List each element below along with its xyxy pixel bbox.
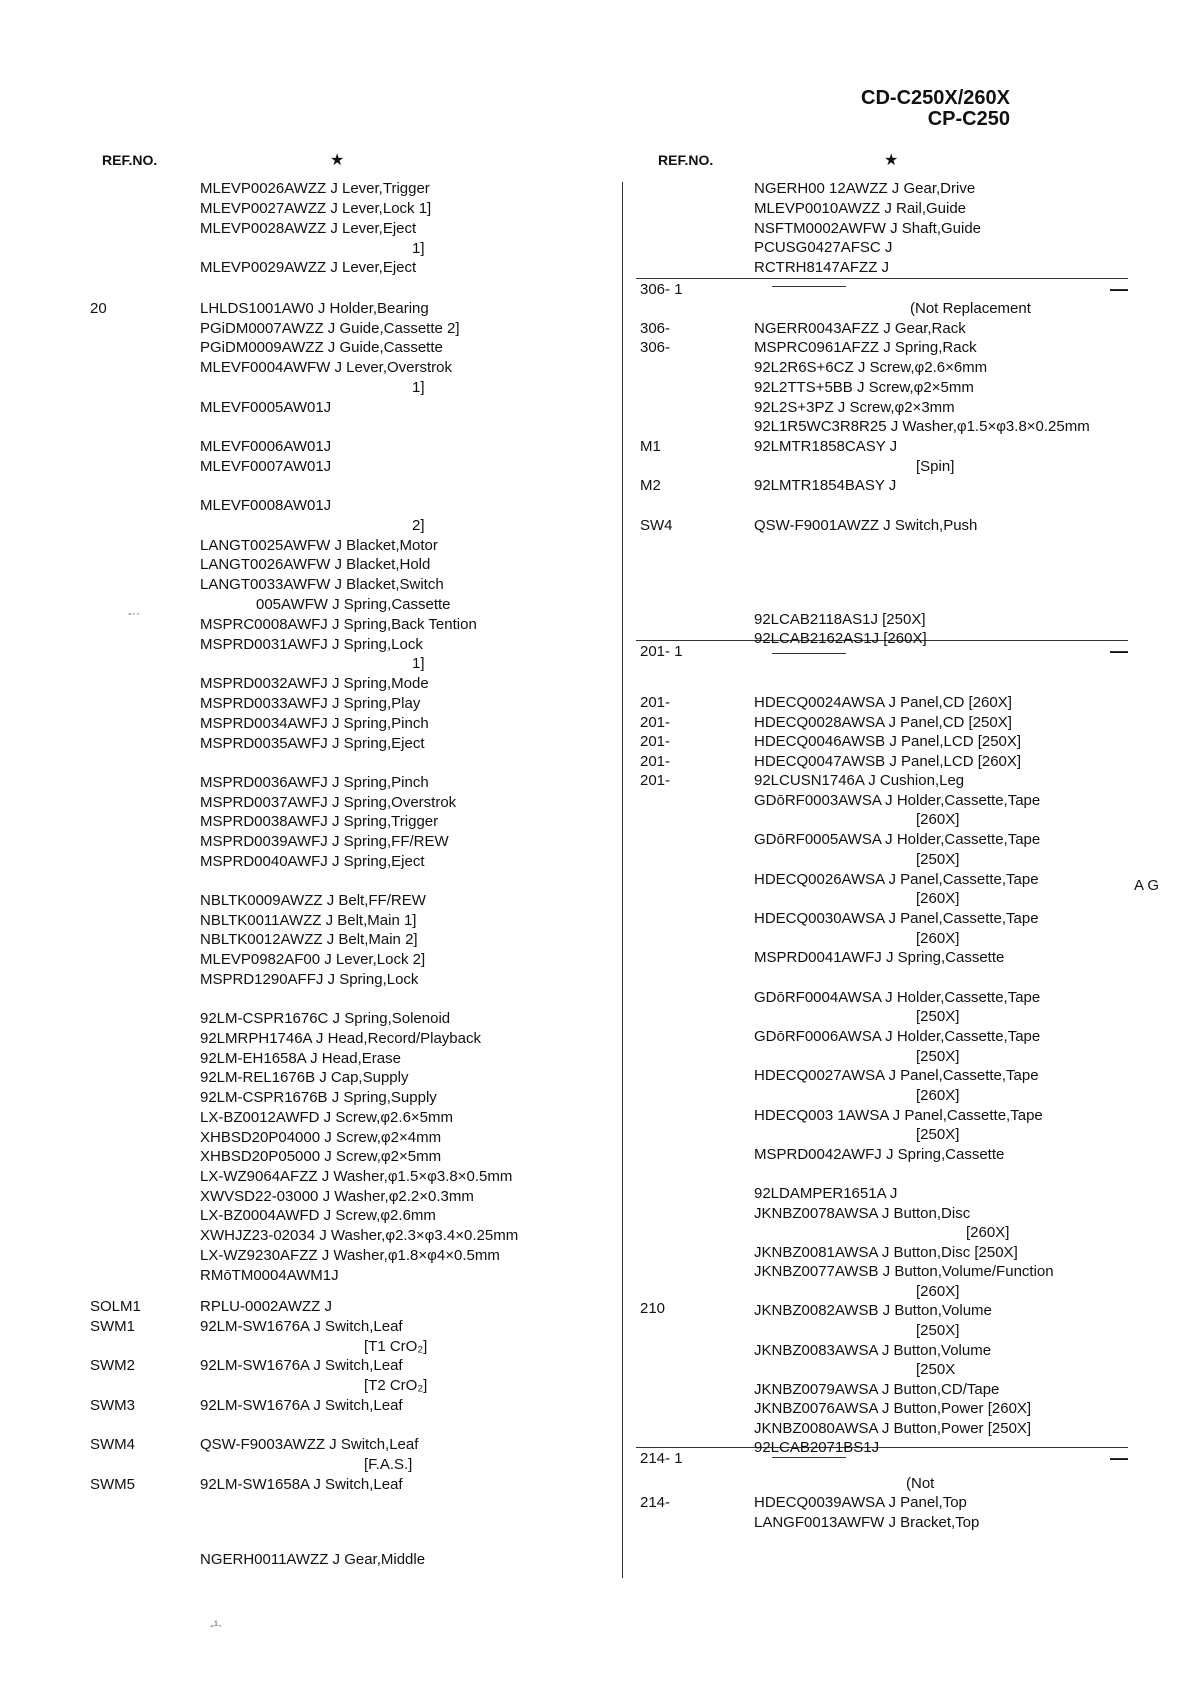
left-part-line: LX-WZ9064AFZZ J Washer,φ1.5×φ3.8×0.5mm [200, 1168, 513, 1185]
right-part-line: NGERH00 12AWZZ J Gear,Drive [754, 180, 976, 197]
left-part-line: [T2 CrO₂] [364, 1377, 428, 1394]
left-part-line: NBLTK0012AWZZ J Belt,Main 2] [200, 931, 418, 948]
right-part-line: JKNBZ0080AWSA J Button,Power [250X] [754, 1420, 1032, 1437]
right-ref-number: 214- [640, 1494, 671, 1511]
left-part-line: MSPRD0032AWFJ J Spring,Mode [200, 675, 429, 692]
right-part-line: 92L2R6S+6CZ J Screw,φ2.6×6mm [754, 359, 988, 376]
right-part-line: HDECQ0046AWSB J Panel,LCD [250X] [754, 733, 1022, 750]
model-line-1: CD-C250X/260X [861, 87, 1010, 109]
left-part-line: MLEVP0028AWZZ J Lever,Eject [200, 220, 417, 237]
right-part-line: MSPRD0041AWFJ J Spring,Cassette [754, 949, 1005, 966]
right-part-line: JKNBZ0079AWSA J Button,CD/Tape [754, 1381, 1000, 1398]
right-part-line: 92LCAB2071BS1J [754, 1439, 880, 1456]
right-part-line: HDECQ0027AWSA J Panel,Cassette,Tape [754, 1067, 1039, 1084]
left-ref-number: SOLM1 [90, 1298, 141, 1315]
right-part-line: [250X [916, 1361, 956, 1378]
left-part-line: RMōTM0004AWM1J [200, 1267, 339, 1284]
left-part-line: 1] [412, 240, 425, 257]
left-part-line: MSPRD0037AWFJ J Spring,Overstrok [200, 794, 457, 811]
left-ref-number: SWM4 [90, 1436, 135, 1453]
section-end-mark: — [1110, 1448, 1128, 1468]
left-part-line: MLEVP0982AF00 J Lever,Lock 2] [200, 951, 426, 968]
right-part-line: (Not [906, 1475, 935, 1492]
right-part-line: [250X] [916, 1322, 960, 1339]
right-ref-number: 201- [640, 733, 671, 750]
right-part-line: (Not Replacement [910, 300, 1031, 317]
right-part-line: PCUSG0427AFSC J [754, 239, 893, 256]
left-part-line: NBLTK0009AWZZ J Belt,FF/REW [200, 892, 426, 909]
left-part-line: PGiDM0007AWZZ J Guide,Cassette 2] [200, 320, 460, 337]
right-part-line: HDECQ003 1AWSA J Panel,Cassette,Tape [754, 1107, 1043, 1124]
left-part-line: 1] [412, 655, 425, 672]
left-part-line: MSPRD0040AWFJ J Spring,Eject [200, 853, 425, 870]
left-part-line: LANGT0033AWFW J Blacket,Switch [200, 576, 444, 593]
right-part-line: 92L2S+3PZ J Screw,φ2×3mm [754, 399, 955, 416]
right-ref-number: 201- [640, 694, 671, 711]
left-star-heading: ★ [330, 152, 345, 169]
footer-mark: -¹· [210, 1618, 222, 1632]
right-part-line: JKNBZ0083AWSA J Button,Volume [754, 1342, 992, 1359]
right-part-line: 92L1R5WC3R8R25 J Washer,φ1.5×φ3.8×0.25mm [754, 418, 1090, 435]
right-part-line: JKNBZ0077AWSB J Button,Volume/Function [754, 1263, 1054, 1280]
left-part-line: [T1 CrO₂] [364, 1338, 428, 1355]
left-part-line: MLEVP0027AWZZ J Lever,Lock 1] [200, 200, 432, 217]
left-part-line: MSPRD0036AWFJ J Spring,Pinch [200, 774, 429, 791]
right-part-line: [260X] [916, 1087, 960, 1104]
section-end-mark: — [1110, 641, 1128, 661]
left-ref-number: SWM5 [90, 1476, 135, 1493]
margin-note: A G [1134, 877, 1160, 894]
section-label: 306- 1 [640, 281, 683, 298]
left-part-line: 92LM-REL1676B J Cap,Supply [200, 1069, 409, 1086]
section-label: 201- 1 [640, 643, 683, 660]
left-part-line: MLEVF0008AW01J [200, 497, 332, 514]
section-rule [636, 1447, 1128, 1448]
left-part-line: MSPRD0034AWFJ J Spring,Pinch [200, 715, 429, 732]
right-part-line: GDōRF0004AWSA J Holder,Cassette,Tape [754, 989, 1041, 1006]
left-part-line: LANGT0026AWFW J Blacket,Hold [200, 556, 431, 573]
section-label: 214- 1 [640, 1450, 683, 1467]
left-part-line: 92LM-EH1658A J Head,Erase [200, 1050, 401, 1067]
left-part-line: XWHJZ23-02034 J Washer,φ2.3×φ3.4×0.25mm [200, 1227, 519, 1244]
right-part-line: GDōRF0006AWSA J Holder,Cassette,Tape [754, 1028, 1041, 1045]
left-part-line: 92LM-CSPR1676C J Spring,Solenoid [200, 1010, 451, 1027]
right-part-line: MLEVP0010AWZZ J Rail,Guide [754, 200, 967, 217]
section-dash [772, 653, 846, 654]
left-ref-number: 20 [90, 300, 107, 317]
left-part-line: 92LMRPH1746A J Head,Record/Playback [200, 1030, 481, 1047]
left-part-line: MSPRD0038AWFJ J Spring,Trigger [200, 813, 439, 830]
left-part-line: [F.A.S.] [364, 1456, 413, 1473]
right-star-heading: ★ [884, 152, 899, 169]
left-part-line: RPLU-0002AWZZ J [200, 1298, 332, 1315]
right-part-line: JKNBZ0081AWSA J Button,Disc [250X] [754, 1244, 1018, 1261]
right-ref-number: SW4 [640, 517, 673, 534]
right-part-line: HDECQ0047AWSB J Panel,LCD [260X] [754, 753, 1022, 770]
right-part-line: 92LCAB2162AS1J [260X] [754, 630, 927, 647]
left-part-line: MSPRD1290AFFJ J Spring,Lock [200, 971, 419, 988]
right-part-line: MSPRD0042AWFJ J Spring,Cassette [754, 1146, 1005, 1163]
left-part-line: 92LM-CSPR1676B J Spring,Supply [200, 1089, 437, 1106]
left-part-line: LX-BZ0012AWFD J Screw,φ2.6×5mm [200, 1109, 454, 1126]
left-ref-number: SWM1 [90, 1318, 135, 1335]
left-part-line: MSPRD0039AWFJ J Spring,FF/REW [200, 833, 449, 850]
right-ref-number: 306- [640, 320, 671, 337]
left-part-line: 2] [412, 517, 425, 534]
column-divider [622, 182, 623, 1578]
right-part-line: [250X] [916, 1048, 960, 1065]
left-part-line: QSW-F9003AWZZ J Switch,Leaf [200, 1436, 419, 1453]
right-ref-number: 201- [640, 714, 671, 731]
left-part-line: MSPRD0033AWFJ J Spring,Play [200, 695, 421, 712]
right-ref-number: M2 [640, 477, 661, 494]
left-ref-no-heading: REF.NO. [102, 152, 158, 168]
right-part-line: [260X] [916, 930, 960, 947]
right-part-line: [Spin] [916, 458, 955, 475]
left-part-line: MLEVF0006AW01J [200, 438, 332, 455]
left-part-line: MLEVF0007AW01J [200, 458, 332, 475]
section-dash [772, 1457, 846, 1458]
right-part-line: [250X] [916, 851, 960, 868]
right-part-line: LANGF0013AWFW J Bracket,Top [754, 1514, 980, 1531]
left-part-line: LX-BZ0004AWFD J Screw,φ2.6mm [200, 1207, 436, 1224]
left-ref-number: SWM3 [90, 1397, 135, 1414]
model-line-2: CP-C250 [927, 108, 1010, 130]
right-part-line: JKNBZ0082AWSB J Button,Volume [754, 1302, 992, 1319]
left-part-line: LANGT0025AWFW J Blacket,Motor [200, 537, 438, 554]
section-rule [636, 278, 1128, 279]
right-part-line: 92LMTR1858CASY J [754, 438, 898, 455]
model-header [861, 88, 1010, 130]
right-part-line: [260X] [916, 1283, 960, 1300]
right-part-line: 92L2TTS+5BB J Screw,φ2×5mm [754, 379, 974, 396]
right-ref-no-heading: REF.NO. [658, 152, 714, 168]
right-part-line: [250X] [916, 1126, 960, 1143]
right-part-line: HDECQ0026AWSA J Panel,Cassette,Tape [754, 871, 1039, 888]
right-part-line: [260X] [916, 890, 960, 907]
right-part-line: RCTRH8147AFZZ J [754, 259, 890, 276]
right-ref-number: 201- [640, 772, 671, 789]
right-part-line: HDECQ0028AWSA J Panel,CD [250X] [754, 714, 1012, 731]
left-part-line: MSPRD0035AWFJ J Spring,Eject [200, 735, 425, 752]
right-part-line: NSFTM0002AWFW J Shaft,Guide [754, 220, 982, 237]
scan-mark: -·· [128, 606, 140, 620]
left-part-line: XHBSD20P05000 J Screw,φ2×5mm [200, 1148, 442, 1165]
right-part-line: [250X] [916, 1008, 960, 1025]
right-part-line: JKNBZ0078AWSA J Button,Disc [754, 1205, 971, 1222]
left-part-line: XWVSD22-03000 J Washer,φ2.2×0.3mm [200, 1188, 474, 1205]
right-part-line: 92LMTR1854BASY J [754, 477, 897, 494]
section-end-mark: — [1110, 279, 1128, 299]
left-part-line: MSPRD0031AWFJ J Spring,Lock [200, 636, 423, 653]
right-part-line: 92LCAB2118AS1J [250X] [754, 611, 926, 628]
left-part-line: NBLTK0011AWZZ J Belt,Main 1] [200, 912, 417, 929]
right-part-line: [260X] [966, 1224, 1010, 1241]
right-part-line: MSPRC0961AFZZ J Spring,Rack [754, 339, 977, 356]
left-part-line: 92LM-SW1676A J Switch,Leaf [200, 1397, 403, 1414]
right-part-line: GDōRF0005AWSA J Holder,Cassette,Tape [754, 831, 1041, 848]
left-part-line: 92LM-SW1676A J Switch,Leaf [200, 1357, 403, 1374]
right-ref-number: 201- [640, 753, 671, 770]
left-part-line: 005AWFW J Spring,Cassette [256, 596, 451, 613]
left-part-line: LX-WZ9230AFZZ J Washer,φ1.8×φ4×0.5mm [200, 1247, 500, 1264]
right-part-line: QSW-F9001AWZZ J Switch,Push [754, 517, 978, 534]
right-ref-number: M1 [640, 438, 661, 455]
right-part-line: HDECQ0024AWSA J Panel,CD [260X] [754, 694, 1012, 711]
left-part-line: 92LM-SW1676A J Switch,Leaf [200, 1318, 403, 1335]
left-part-line: NGERH0011AWZZ J Gear,Middle [200, 1551, 426, 1568]
left-part-line: MLEVF0005AW01J [200, 399, 332, 416]
right-ref-number: 306- [640, 339, 671, 356]
left-ref-number: SWM2 [90, 1357, 135, 1374]
section-dash [772, 286, 846, 287]
left-part-line: MLEVF0004AWFW J Lever,Overstrok [200, 359, 453, 376]
right-part-line: 92LCUSN1746A J Cushion,Leg [754, 772, 965, 789]
left-part-line: MLEVP0026AWZZ J Lever,Trigger [200, 180, 430, 197]
right-ref-number: 210 [640, 1300, 666, 1317]
right-part-line: GDōRF0003AWSA J Holder,Cassette,Tape [754, 792, 1041, 809]
left-part-line: 1] [412, 379, 425, 396]
left-part-line: MSPRC0008AWFJ J Spring,Back Tention [200, 616, 477, 633]
left-part-line: LHLDS1001AW0 J Holder,Bearing [200, 300, 429, 317]
left-part-line: PGiDM0009AWZZ J Guide,Cassette [200, 339, 443, 356]
right-part-line: HDECQ0039AWSA J Panel,Top [754, 1494, 967, 1511]
right-part-line: NGERR0043AFZZ J Gear,Rack [754, 320, 966, 337]
left-part-line: 92LM-SW1658A J Switch,Leaf [200, 1476, 403, 1493]
left-part-line: MLEVP0029AWZZ J Lever,Eject [200, 259, 417, 276]
left-part-line: XHBSD20P04000 J Screw,φ2×4mm [200, 1129, 442, 1146]
right-part-line: [260X] [916, 811, 960, 828]
right-part-line: JKNBZ0076AWSA J Button,Power [260X] [754, 1400, 1032, 1417]
right-part-line: HDECQ0030AWSA J Panel,Cassette,Tape [754, 910, 1039, 927]
right-part-line: 92LDAMPER1651A J [754, 1185, 898, 1202]
